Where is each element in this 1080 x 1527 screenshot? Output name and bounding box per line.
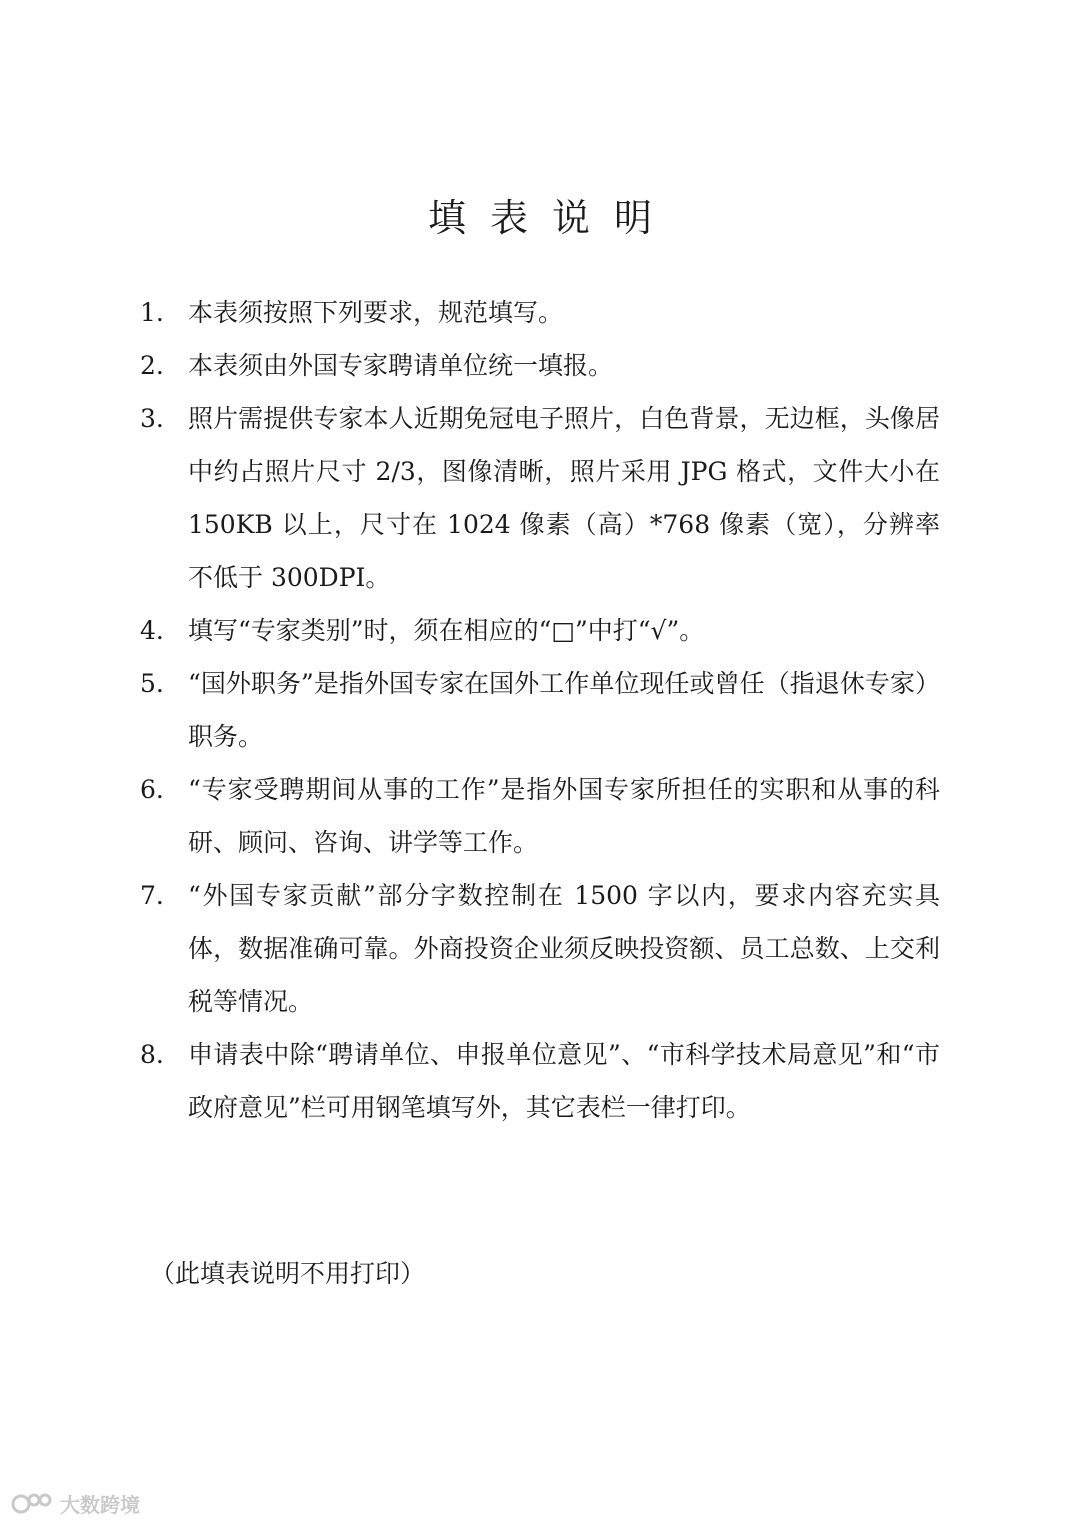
item-number: 6.: [140, 775, 164, 804]
item-text: “国外职务”是指外国专家在国外工作单位现任或曾任（指退休专家）职务。: [188, 669, 940, 751]
item-text: 照片需提供专家本人近期免冠电子照片，白色背景，无边框，头像居中约占照片尺寸 2/3，图像清晰，照片采用 JPG 格式，文件大小在 150KB 以上，尺寸在 1024 像素（高）*768 像素（宽），分辨率不低于 300DPI。: [188, 404, 940, 592]
item-number: 4.: [140, 616, 164, 645]
item-text: 申请表中除“聘请单位、申报单位意见”、“市科学技术局意见”和“市政府意见”栏可用钢笔填写外，其它表栏一律打印。: [188, 1040, 940, 1122]
item-number: 2.: [140, 351, 164, 380]
bigdata-logo-icon: [10, 1490, 54, 1516]
instruction-list: [140, 286, 940, 1134]
item-text: 本表须按照下列要求，规范填写。: [188, 298, 564, 327]
item-text: “外国专家贡献”部分字数控制在 1500 字以内，要求内容充实具体，数据准确可靠。外商投资企业须反映投资额、员工总数、上交利税等情况。: [188, 881, 940, 1016]
watermark-text: 大数跨境: [60, 1492, 140, 1517]
print-note: （此填表说明不用打印）: [150, 1259, 426, 1288]
list-item: [140, 392, 940, 604]
item-number: 5.: [140, 669, 164, 698]
list-item: [140, 286, 940, 339]
item-text: 本表须由外国专家聘请单位统一填报。: [188, 351, 614, 380]
list-item: [140, 869, 940, 1028]
item-number: 8.: [140, 1040, 164, 1069]
page-title: 填表说明: [427, 196, 676, 240]
item-text: 填写“专家类别”时，须在相应的“□”中打“√”。: [188, 616, 705, 645]
item-number: 7.: [140, 881, 164, 910]
list-item: [140, 1028, 940, 1134]
item-number: 3.: [140, 404, 164, 433]
item-text: “专家受聘期间从事的工作”是指外国专家所担任的实职和从事的科研、顾问、咨询、讲学等工作。: [188, 775, 940, 857]
list-item: [140, 763, 940, 869]
list-item: [140, 604, 940, 657]
item-number: 1.: [140, 298, 164, 327]
list-item: [140, 339, 940, 392]
list-item: [140, 657, 940, 763]
watermark: [10, 1488, 140, 1518]
